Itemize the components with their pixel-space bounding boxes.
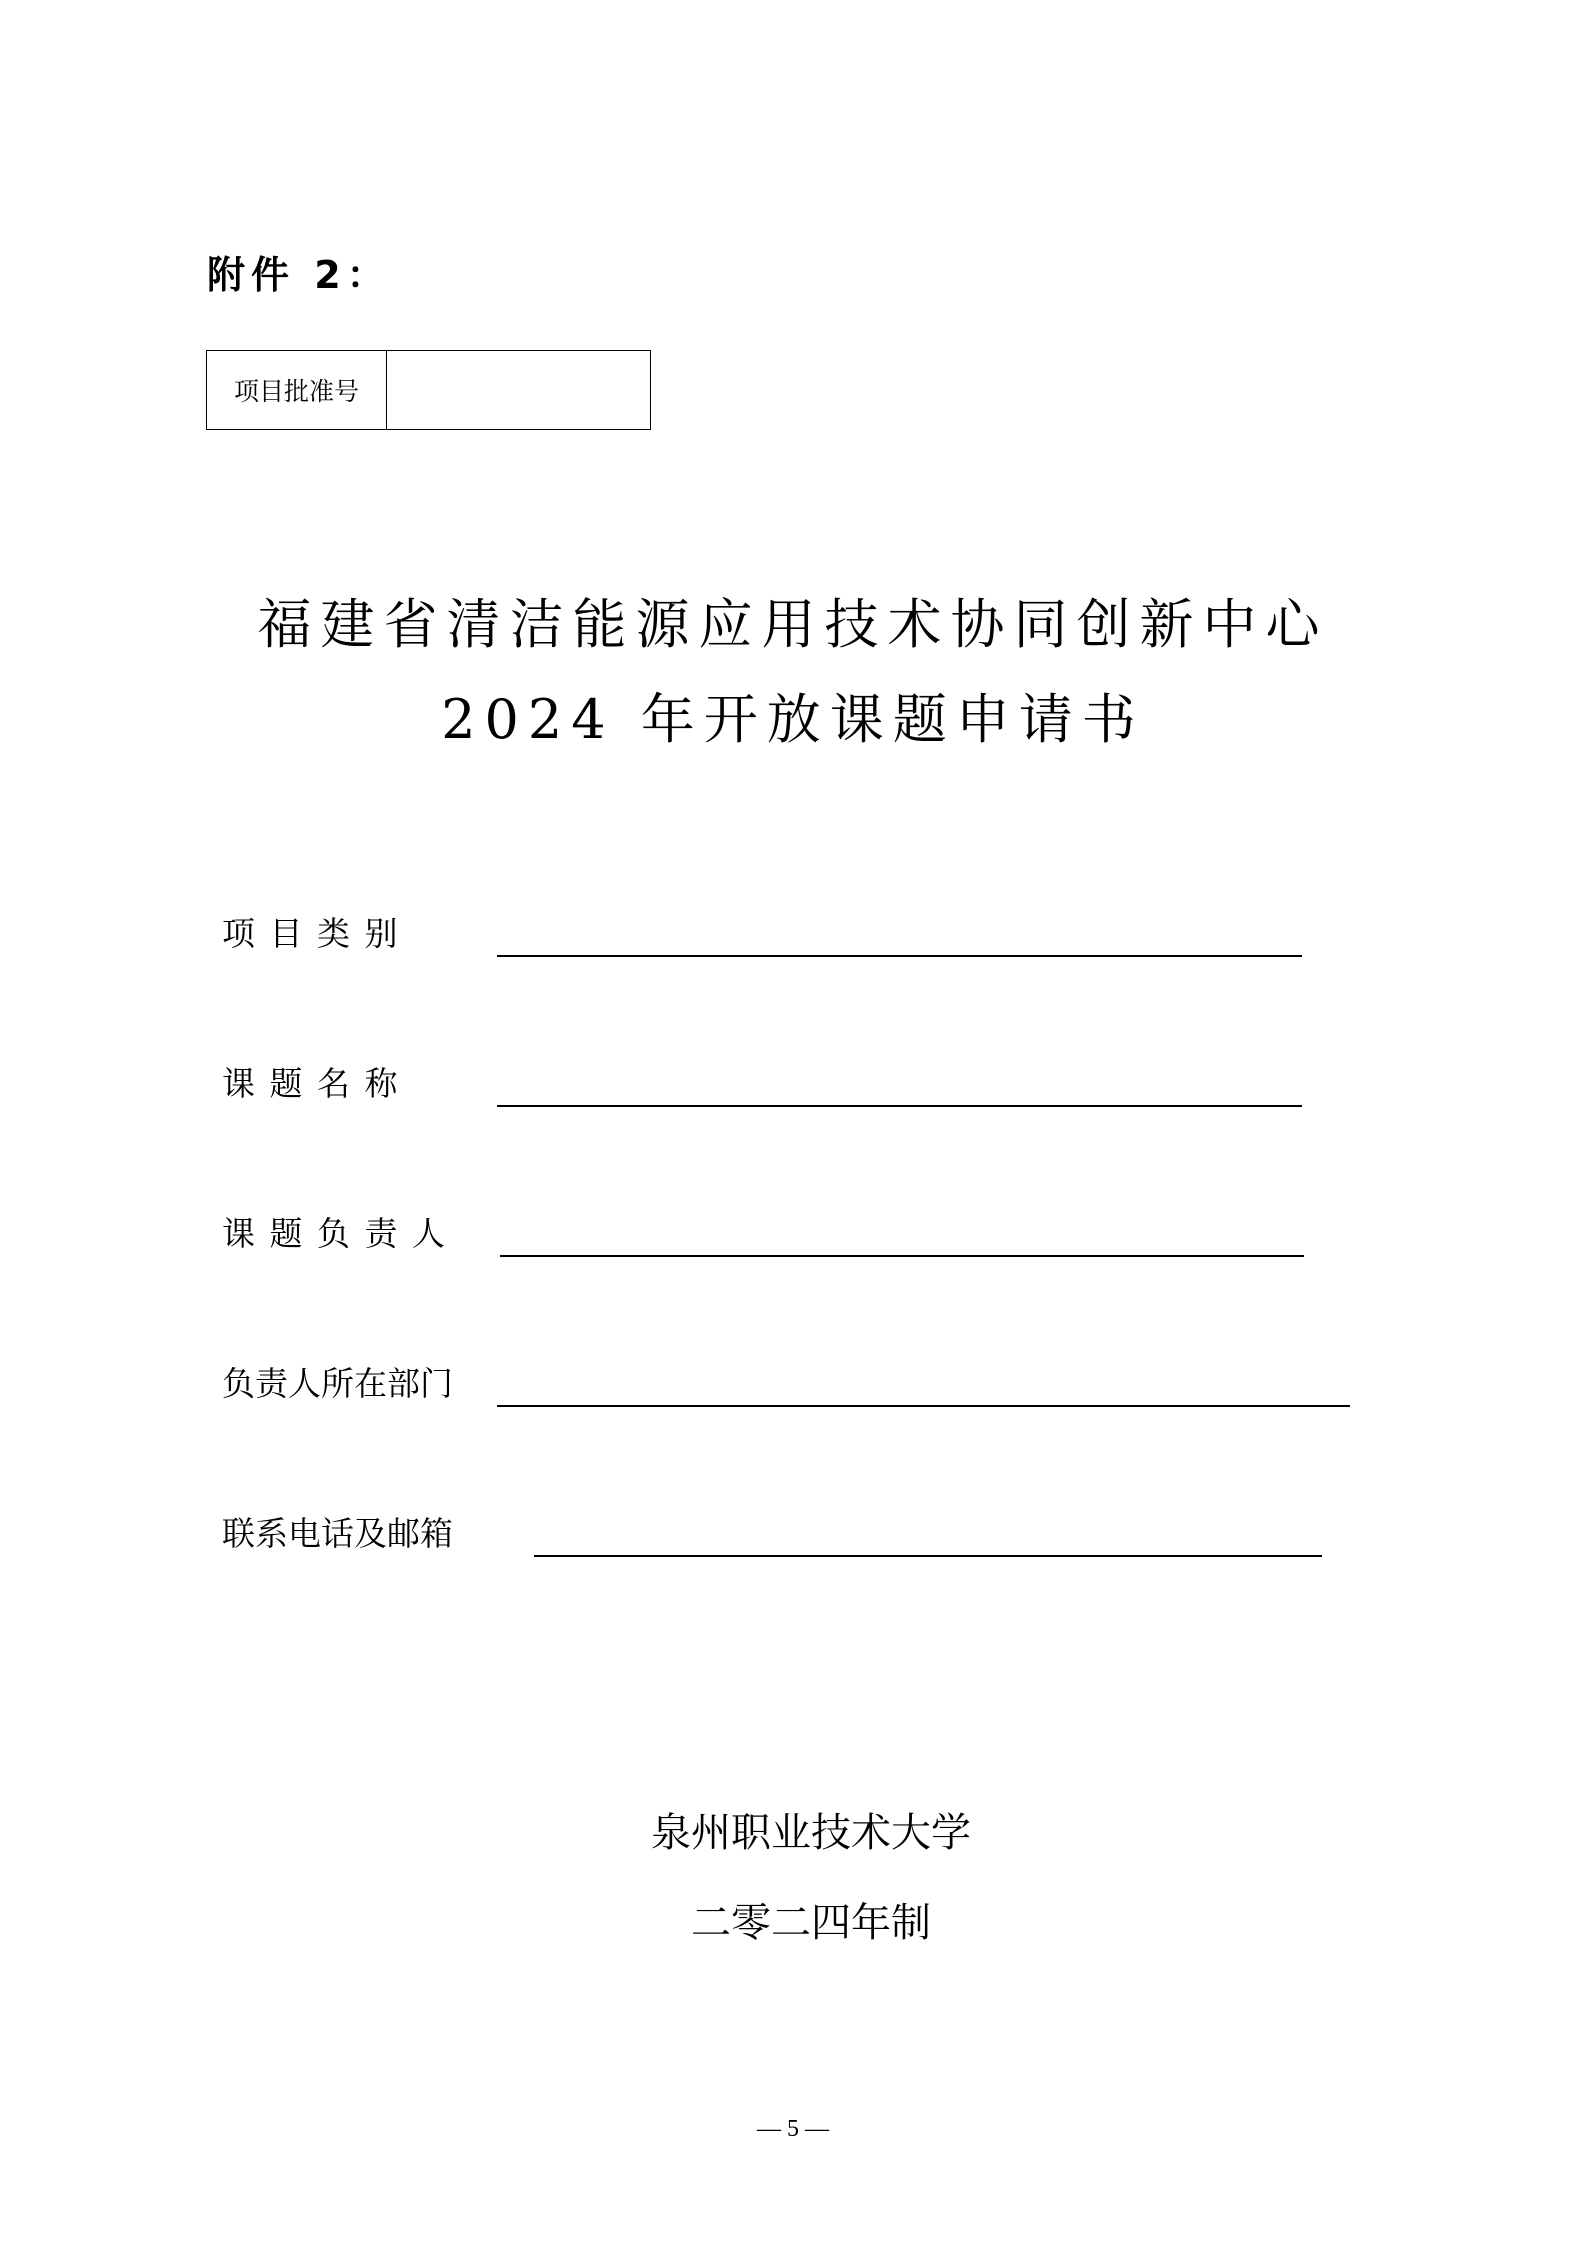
creation-date: 二零二四年制 [691,1900,931,1946]
field-line-phone-email[interactable] [534,1555,1322,1557]
field-label-topic-leader: 课 题 负 责 人 [222,1214,447,1253]
field-label-leader-department: 负责人所在部门 [222,1364,453,1403]
field-line-topic-leader[interactable] [500,1255,1304,1257]
field-label-project-category: 项 目 类 别 [222,914,400,953]
document-title-line1: 福建省清洁能源应用技术协同创新中心 [257,593,1329,656]
field-label-phone-email: 联系电话及邮箱 [222,1514,453,1553]
document-title-line2: 2024 年开放课题申请书 [441,688,1145,751]
field-line-leader-department[interactable] [497,1405,1350,1407]
field-line-project-category[interactable] [497,955,1302,957]
approval-number-table [206,350,651,430]
institution-name: 泉州职业技术大学 [651,1810,971,1856]
field-label-topic-name: 课 题 名 称 [222,1064,400,1103]
approval-number-value[interactable] [387,351,650,429]
approval-number-label: 项目批准号 [207,351,387,429]
page-number: — 5 — [757,2116,829,2142]
field-line-topic-name[interactable] [497,1105,1302,1107]
attachment-label: 附件 2： [207,253,391,297]
